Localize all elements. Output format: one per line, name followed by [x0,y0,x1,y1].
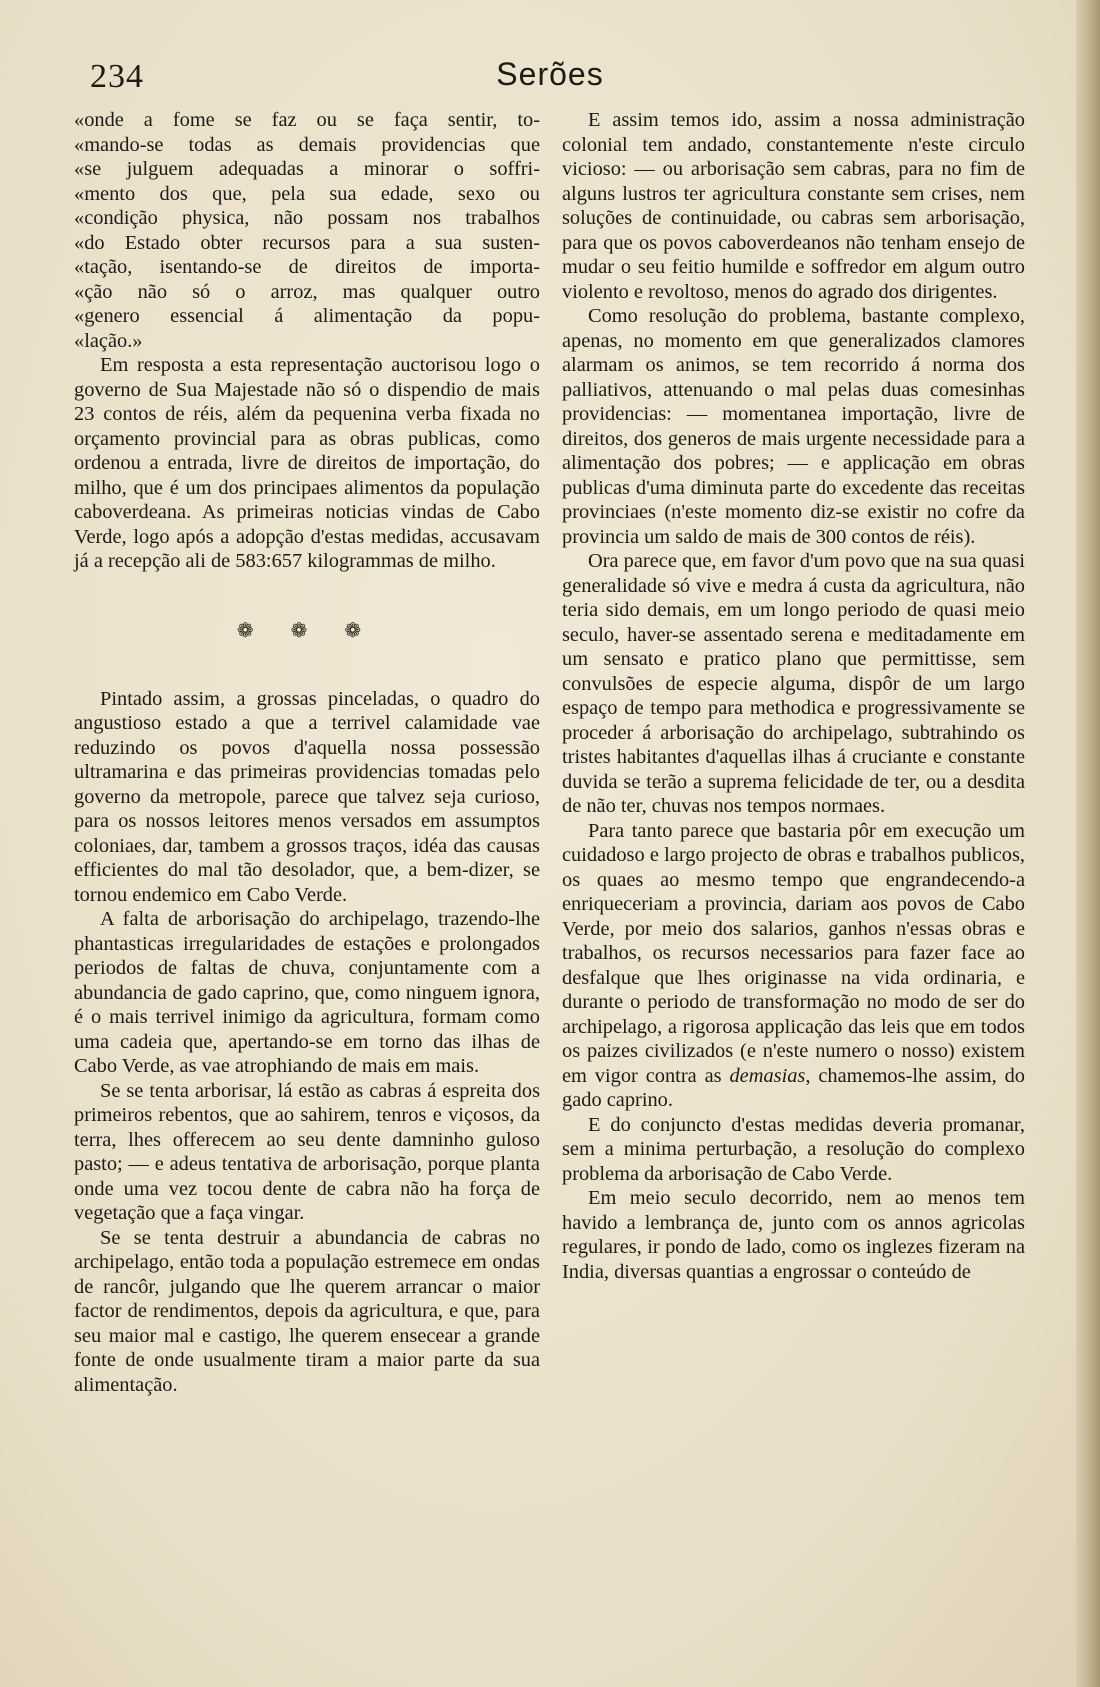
quoted-representation [74,108,540,353]
right-column [562,108,1025,1284]
paragraph-para-tanto-ending: , chamemos-lhe assim, do gado caprino. [562,1064,1025,1111]
running-title: Serões [496,56,604,92]
paragraph-resposta: Em resposta a esta representação auctorisou logo o governo de Sua Majestade não só o dispendio de mais 23 contos de réis, além da pequenina verba fixada no orçamento provincial para as obras publicas, como ordenou a entrada, livre de direitos de importação, do milho, que é um dos principaes alimentos da população caboverdeana. As primeiras noticias vindas de Cabo Verde, logo após a adopção d'estas medidas, accusavam já a recepção ali de 583:657 kilogrammas de milho. [74,354,540,572]
quote-line: «lação.» [74,329,143,352]
quote-line: «condição physica, não possam nos trabalhos [74,207,540,229]
paragraph-para-tanto [562,819,1025,1113]
page-edge-shadow [1076,0,1100,1687]
paragraph-tenta-destruir: Se se tenta destruir a abundancia de cabras no archipelago, então toda a população estremece em ondas de rancôr, julgando que lhe querem arrancar o maior factor de rendimentos, depois da agricultura, e que, para seu maior mal e castigo, lhe querem ensecear a grande fonte de onde usualmente tiram a maior parte da sua alimentação. [74,1226,540,1396]
quote-line: «mento dos que, pela sua edade, sexo ou [74,182,540,205]
quote-line: «tação, isentando-se de direitos de importa- [74,256,540,278]
left-column [74,108,540,1397]
quote-line: «mando-se todas as demais providencias que [74,133,540,156]
section-ornament: ❁ ❁ ❁ [236,619,378,642]
paragraph-ora-parece: Ora parece que, em favor d'um povo que na sua quasi generalidade só vive e medra á custa da agricultura, não teria sido demais, em um longo periodo de quasi meio seculo, haver-se assentado serena e meditadamente em um sensato e pratico plano que permittisse, sem convulsões de especie alguma, dispôr de um largo espaço de tempo para methodica e progressivamente se proceder á arborisação do archipelago, subtrahindo os tristes habitantes d'aquellas ilhas á cruciante e constante duvida se terão a suprema felicidade de ter, ou a desdita de não ter, chuvas nos tempos normaes. [562,550,1025,817]
paragraph-falta-arborisacao: A falta de arborisação do archipelago, trazendo-lhe phantasticas irregularidades de estações e prolongados periodos de faltas de chuva, conjuntamente com a abundancia de gado caprino, que, como ninguem ignora, é o mais terrivel inimigo da agricultura, formam como uma cadeia que, apertando-se em torno das ilhas de Cabo Verde, as vae atrophiando de mais em mais. [74,908,540,1077]
paragraph-meio-seculo: Em meio seculo decorrido, nem ao menos tem havido a lembrança de, junto com os annos agricolas regulares, ir pondo de lado, como os inglezes fizeram na India, diversas quantias a engrossar o conteúdo de [562,1187,1025,1283]
paragraph-tenta-arborisar: Se se tenta arborisar, lá estão as cabras á espreita dos primeiros rebentos, que ao sahirem, tenros e viçosos, da terra, lhes offerecem ao seu dente damninho guloso pasto; — e adeus tentativa de arborisação, porque planta onde uma vez tocou dente de cabra não ha força de vegetação que a faça vingar. [74,1079,540,1224]
quote-line: «se julguem adequadas a minorar o soffri- [74,158,540,180]
page-number: 234 [90,58,144,95]
quote-line: «genero essencial á alimentação da popu- [74,305,540,327]
quote-line: «ção não só o arroz, mas qualquer outro [74,280,540,303]
paragraph-para-tanto-text: Para tanto parece que bastaria pôr em execução um cuidadoso e largo projecto de obras e trabalhos publicos, os quaes ao mesmo tempo que engrandecendo-a enriqueceriam a provincia, dariam aos povos de Cabo Verde, por meio dos salarios, ganhos n'essas obras e trabalhos, os recursos necessarios para fazer face ao desfalque que lhes originasse na vida ordinaria, e durante o periodo de transformação no modo de ser do archipelago, a rigorosa applicação das leis que em todos os paizes civilizados (e n'este numero o nosso) existem em vigor contra as [562,819,1025,1087]
paragraph-assim-temos-ido: E assim temos ido, assim a nossa administração colonial tem andado, constantemente n'este circulo vicioso: — ou arborisação sem cabras, para no fim de alguns lustros ter agricultura constante sem crises, nem soluções de continuidade, ou cabras sem arborisação, para que os povos caboverdeanos não tenham ensejo de mudar o seu feitio humilde e soffredor em algum outro violento e revoltoso, menos do agrado dos dirigentes. [562,109,1025,303]
paragraph-pintado: Pintado assim, a grossas pinceladas, o quadro do angustioso estado a que a terrivel calamidade vae reduzindo os povos d'aquella nossa possessão ultramarina e das primeiras providencias tomadas pelo governo da metropole, parece que talvez seja curioso, para os nossos leitores menos versados em assumptos coloniaes, dar, tambem a grossos traços, idéa das causas efficientes do mal tão desolador, que, a bem-dizer, se tornou endemico em Cabo Verde. [74,687,540,906]
italic-word-demasias: demasias [729,1064,806,1087]
quote-line: «do Estado obter recursos para a sua susten- [74,231,540,254]
paragraph-resolucao: Como resolução do problema, bastante complexo, apenas, no momento em que generalizados clamores alarmam os animos, se tem recorrido á norma dos palliativos, attenuando o mal pelas duas comesinhas providencias: — momentanea importação, livre de direitos, dos generos de mais urgente necessidade para a alimentação dos pobres; — e applicação em obras publicas d'uma diminuta parte do excedente das receitas provinciaes (n'este momento diz-se existir no cofre da provincia um saldo de mais de 300 contos de réis). [562,305,1025,548]
quote-line: «onde a fome se faz ou se faça sentir, to- [74,109,540,131]
paragraph-conjuncto: E do conjuncto d'estas medidas deveria promanar, sem a minima perturbação, a resolução do complexo problema da arborisação de Cabo Verde. [562,1113,1025,1185]
